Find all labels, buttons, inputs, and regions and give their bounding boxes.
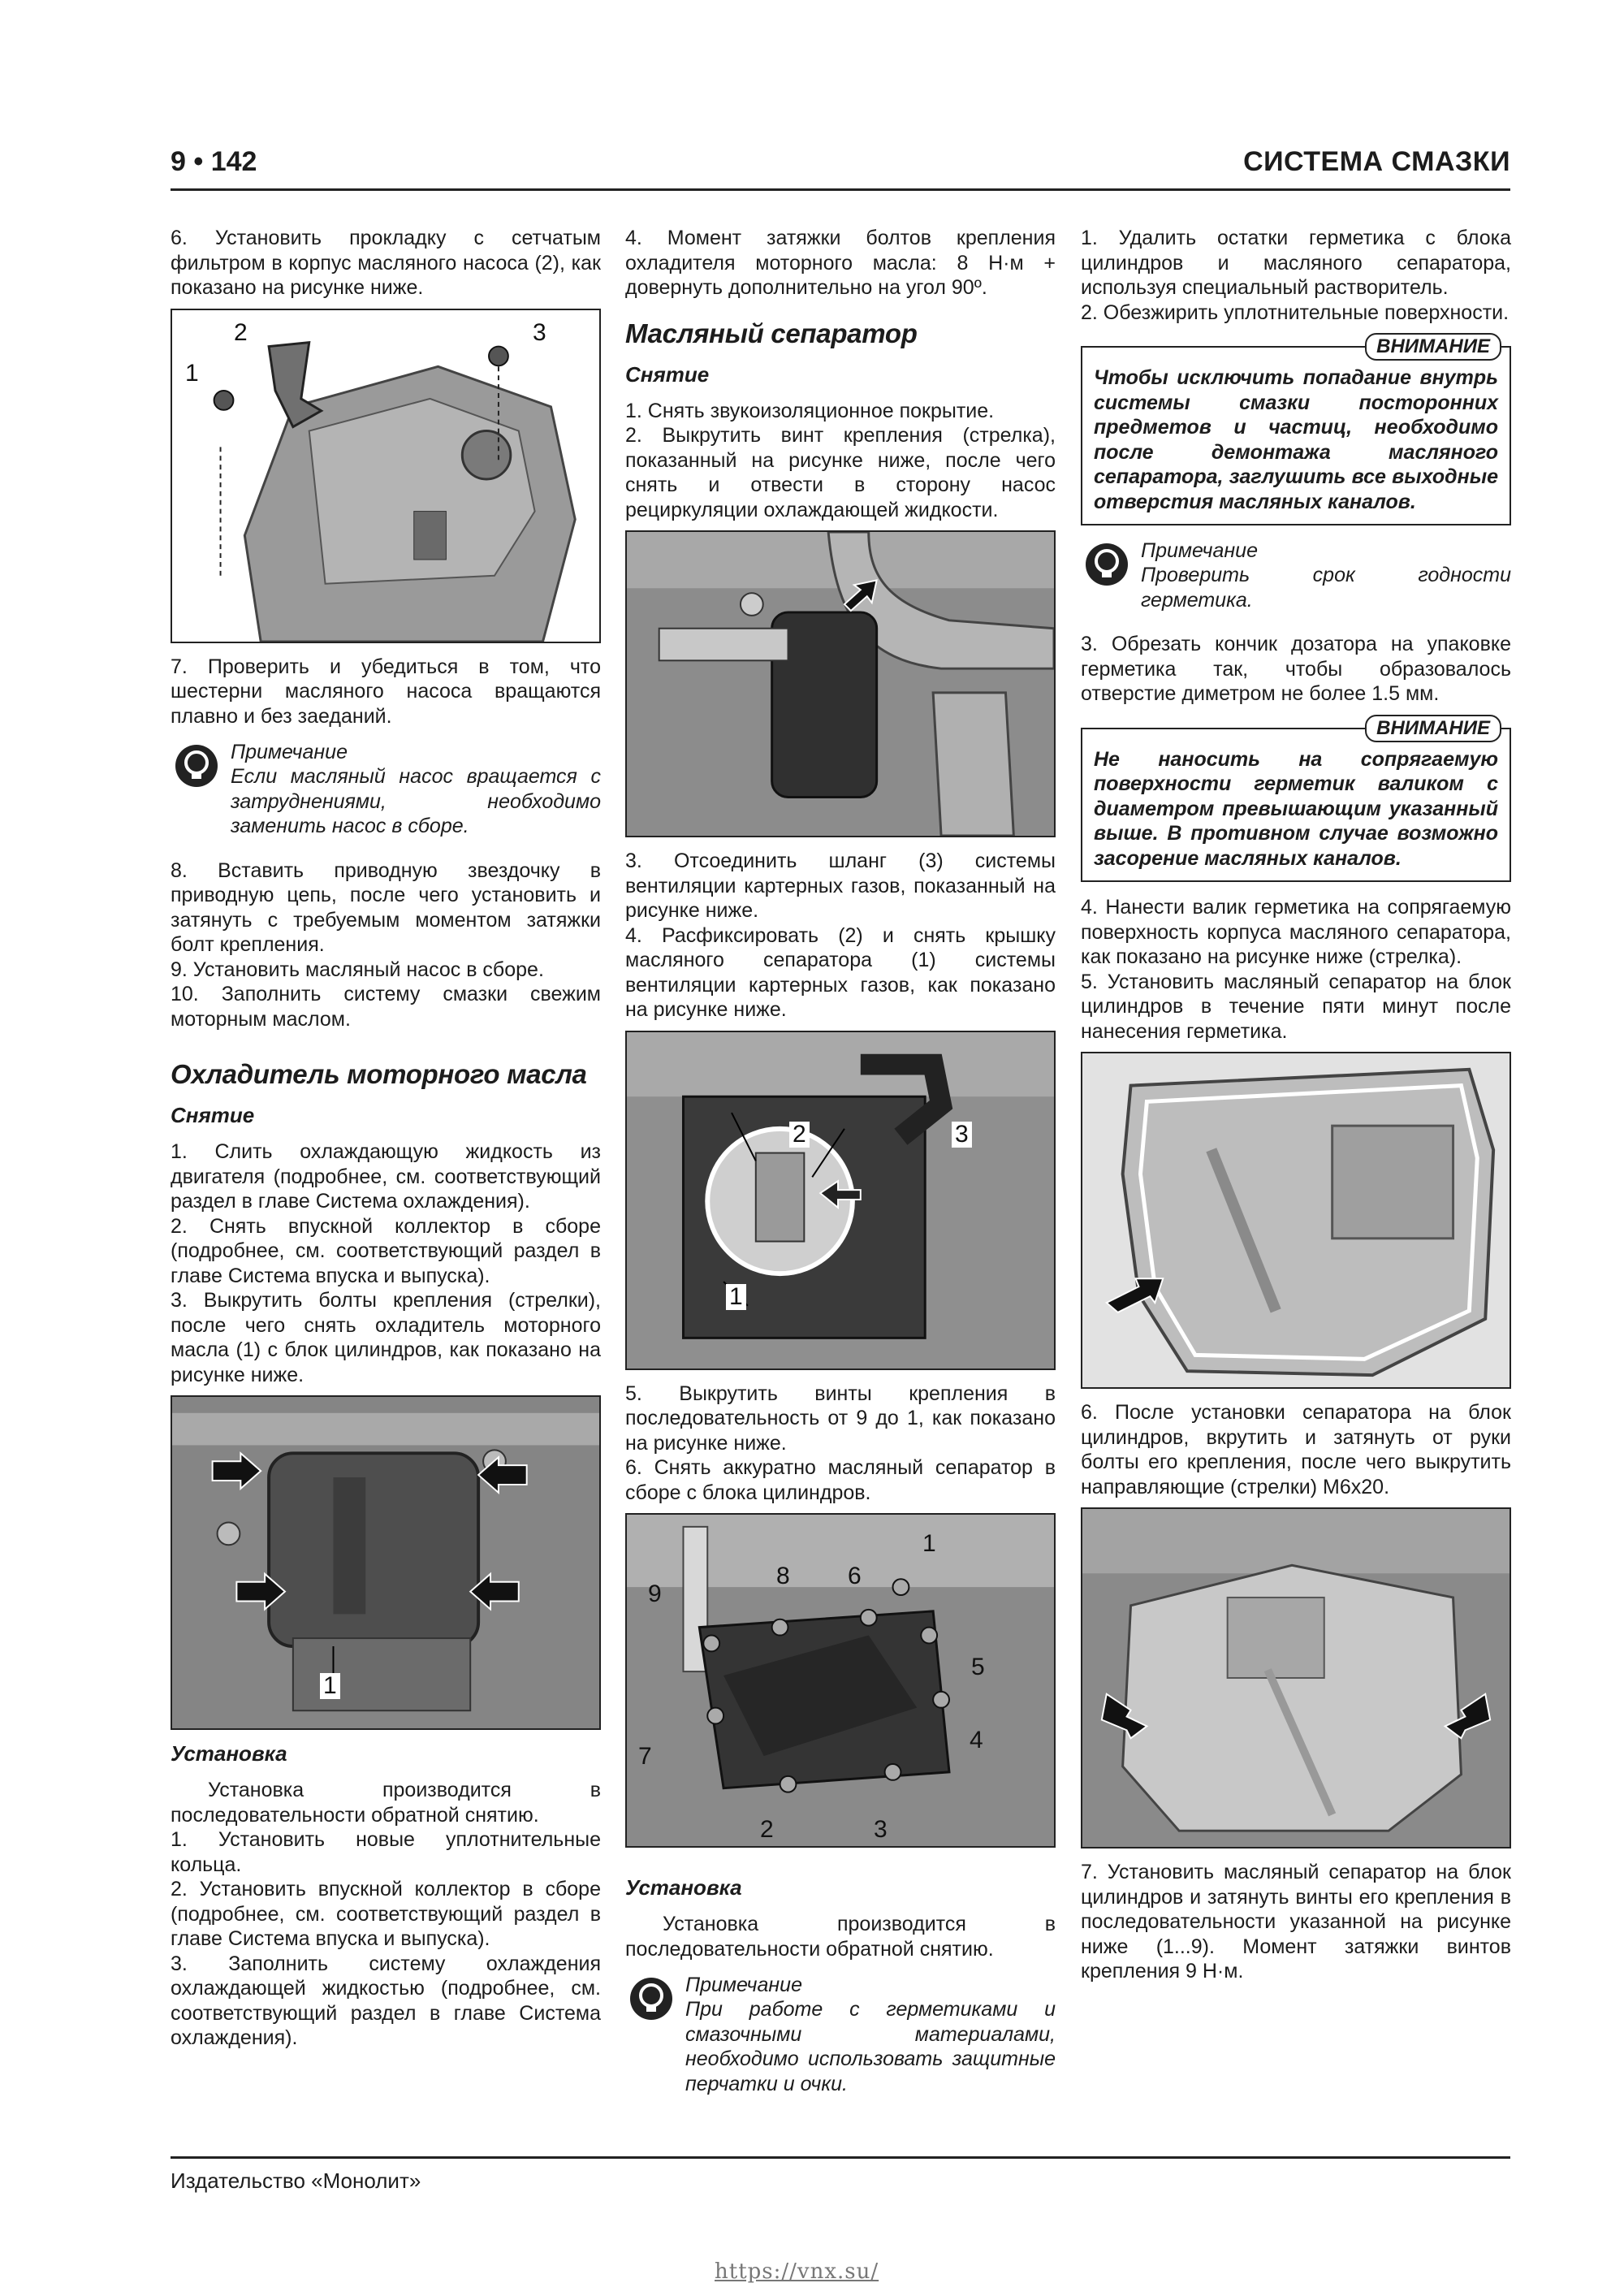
callout-9: 9	[648, 1580, 662, 1607]
note-title: Примечание	[685, 1974, 802, 1996]
step-text: 7. Проверить и убедиться в том, что шестерни масляного насоса вращаются плавно и без заеданий.	[171, 655, 601, 728]
step-text: 6. Установить прокладку с сетчатым фильтром в корпус масляного насоса (2), как показано на рисунке ниже.	[171, 227, 601, 299]
lightbulb-icon	[1084, 542, 1129, 587]
guide-pins-illustration	[1082, 1509, 1510, 1847]
figure-separator-bolts	[625, 1513, 1056, 1848]
step-text: 1. Удалить остатки герметика с блока цилиндров и масляного сепаратора, используя специальный растворитель.	[1081, 227, 1511, 299]
section-heading: Охладитель моторного масла	[171, 1059, 587, 1089]
page-number: 9 • 142	[171, 146, 257, 177]
callout-3: 3	[952, 1122, 972, 1148]
separator-bolts-illustration	[627, 1515, 1054, 1846]
warning-text: Чтобы исключить попадание внутрь системы смазки посторонних предметов и частиц, необходимо после демонтажа масляного сепаратора, заглушить все выходные отверстия масляных каналов.	[1094, 366, 1498, 513]
oil-cooler-illustration	[172, 1397, 599, 1728]
step-text: 3. Обрезать кончик дозатора на упаковке герметика так, чтобы образовалось отверстие диметром не более 1.5 мм.	[1081, 633, 1511, 705]
figure-oil-cooler	[171, 1395, 601, 1730]
note-title: Примечание	[231, 741, 348, 763]
column-3	[1081, 226, 1511, 2143]
section-heading: Масляный сепаратор	[625, 318, 918, 348]
step-text: 10. Заполнить систему смазки свежим моторным маслом.	[171, 983, 601, 1031]
callout-4: 4	[970, 1727, 983, 1753]
callout-1: 1	[726, 1284, 746, 1310]
note-title: Примечание	[1141, 539, 1258, 562]
section-title: СИСТЕМА СМАЗКИ	[1243, 146, 1510, 177]
step-text: 2. Выкрутить винт крепления (стрелка), показанный на рисунке ниже, после чего снять и отвести в сторону насос рециркуляции охлаждающей жидкости.	[625, 424, 1056, 521]
publisher-footer: Издательство «Монолит»	[171, 2168, 421, 2193]
step-text: 2. Снять впускной коллектор в сборе (подробнее, см. соответствующий раздел в главе Система впуска и выпуска).	[171, 1214, 601, 1287]
callout-2: 2	[234, 318, 248, 346]
step-text: 3. Отсоединить шланг (3) системы вентиляции картерных газов, показанный на рисунке ниже.	[625, 850, 1056, 922]
callout-6: 6	[848, 1563, 862, 1589]
step-text: 8. Вставить приводную звездочку в приводную цепь, после чего установить и затянуть с требуемым моментом затяжки болт крепления.	[171, 858, 601, 956]
step-text: Установка производится в последовательности обратной снятию.	[171, 1779, 601, 1827]
header-rule	[171, 188, 1510, 191]
figure-guide-pins	[1081, 1507, 1511, 1848]
step-text: 3. Заполнить систему охлаждения охлаждающей жидкостью (подробнее, см. соответствующий раздел в главе Система охлаждения).	[171, 1952, 601, 2049]
oil-pump-illustration	[172, 310, 599, 642]
note-box	[171, 740, 601, 839]
callout-1: 1	[185, 359, 199, 387]
page-header	[171, 146, 1510, 195]
warning-box	[1081, 716, 1511, 883]
subheading-removal: Снятие	[171, 1103, 255, 1127]
step-text: 3. Выкрутить болты крепления (стрелки), после чего снять охладитель моторного масла (1) с блок цилиндров, как показано на рисунке ниже.	[171, 1289, 601, 1386]
warning-tag: ВНИМАНИЕ	[1365, 333, 1501, 361]
callout-1: 1	[320, 1673, 340, 1699]
callout-7: 7	[638, 1743, 652, 1770]
callout-8: 8	[776, 1563, 790, 1589]
note-text: При работе с герметиками и смазочными материалами, необходимо использовать защитные перчатки и очки.	[685, 1998, 1056, 2095]
subheading-removal: Снятие	[625, 361, 710, 387]
subheading-install: Установка	[171, 1741, 287, 1766]
step-text: 2. Обезжирить уплотнительные поверхности.	[1081, 301, 1510, 324]
warning-box	[1081, 335, 1511, 525]
figure-separator-cover	[625, 1031, 1056, 1370]
lightbulb-icon	[628, 1976, 674, 2021]
step-text: 1. Слить охлаждающую жидкость из двигателя (подробнее, см. соответствующий раздел в главе Система охлаждения).	[171, 1140, 601, 1213]
step-text: 5. Установить масляный сепаратор на блок цилиндров в течение пяти минут после нанесения герметика.	[1081, 970, 1511, 1043]
callout-1: 1	[922, 1530, 936, 1557]
note-text: Если масляный насос вращается с затруднениями, необходимо заменить насос в сборе.	[231, 765, 601, 837]
coolant-pump-illustration	[627, 532, 1054, 836]
step-text: 6. Снять аккуратно масляный сепаратор в сборе с блока цилиндров.	[625, 1456, 1056, 1504]
callout-5: 5	[971, 1654, 985, 1680]
step-text: 9. Установить масляный насос в сборе.	[171, 958, 544, 981]
sealant-bead-illustration	[1082, 1053, 1510, 1387]
step-text: 6. После установки сепаратора на блок цилиндров, вкрутить и затянуть от руки болты его крепления, после чего выкрутить направляющие (стрелки) М6х20.	[1081, 1401, 1511, 1498]
step-text: 4. Расфиксировать (2) и снять крышку масляного сепаратора (1) системы вентиляции картерных газов, как показано на рисунке ниже.	[625, 923, 1056, 1021]
separator-cover-illustration	[627, 1032, 1054, 1369]
step-text: Установка производится в последовательности обратной снятию.	[625, 1913, 1056, 1961]
footer-rule	[171, 2156, 1510, 2159]
column-2	[625, 226, 1056, 2143]
step-text: 4. Момент затяжки болтов крепления охладителя моторного масла: 8 Н·м + довернуть дополнительно на угол 90º.	[625, 227, 1056, 299]
step-text: 5. Выкрутить винты крепления в последовательность от 9 до 1, как показано на рисунке ниже.	[625, 1381, 1056, 1455]
note-box	[1081, 538, 1511, 612]
subheading-install: Установка	[625, 1875, 742, 1900]
callout-2: 2	[760, 1816, 774, 1843]
callout-3: 3	[874, 1816, 888, 1843]
callout-2: 2	[789, 1122, 810, 1148]
figure-coolant-pump	[625, 530, 1056, 837]
callout-3: 3	[533, 318, 546, 346]
step-text: 2. Установить впускной коллектор в сборе (подробнее, см. соответствующий раздел в главе Система впуска и выпуска).	[171, 1878, 601, 1950]
step-text: 7. Установить масляный сепаратор на блок цилиндров и затянуть винты его крепления в последовательности указанной на рисунке ниже (1...9). Момент затяжки винтов крепления 9 Н·м.	[1081, 1861, 1511, 1983]
step-text: 1. Установить новые уплотнительные кольца.	[171, 1828, 601, 1876]
lightbulb-icon	[174, 743, 219, 789]
figure-sealant-bead	[1081, 1052, 1511, 1389]
note-box	[625, 1973, 1056, 2096]
figure-oil-pump-gasket	[171, 309, 601, 643]
watermark-link[interactable]: https://vnx.su/	[715, 2259, 879, 2284]
column-1	[171, 226, 601, 2143]
step-text: 1. Снять звукоизоляционное покрытие.	[625, 399, 995, 422]
note-text: Проверить срок годности герметика.	[1141, 564, 1511, 612]
warning-text: Не наносить на сопрягаемую поверхности герметик валиком с диаметром превышающим указанный выше. В противном случае возможно засорение масляных каналов.	[1094, 747, 1498, 870]
step-text: 4. Нанести валик герметика на сопрягаемую поверхность корпуса масляного сепаратора, как показано на рисунке ниже (стрелка).	[1081, 896, 1511, 968]
warning-tag: ВНИМАНИЕ	[1365, 715, 1501, 742]
